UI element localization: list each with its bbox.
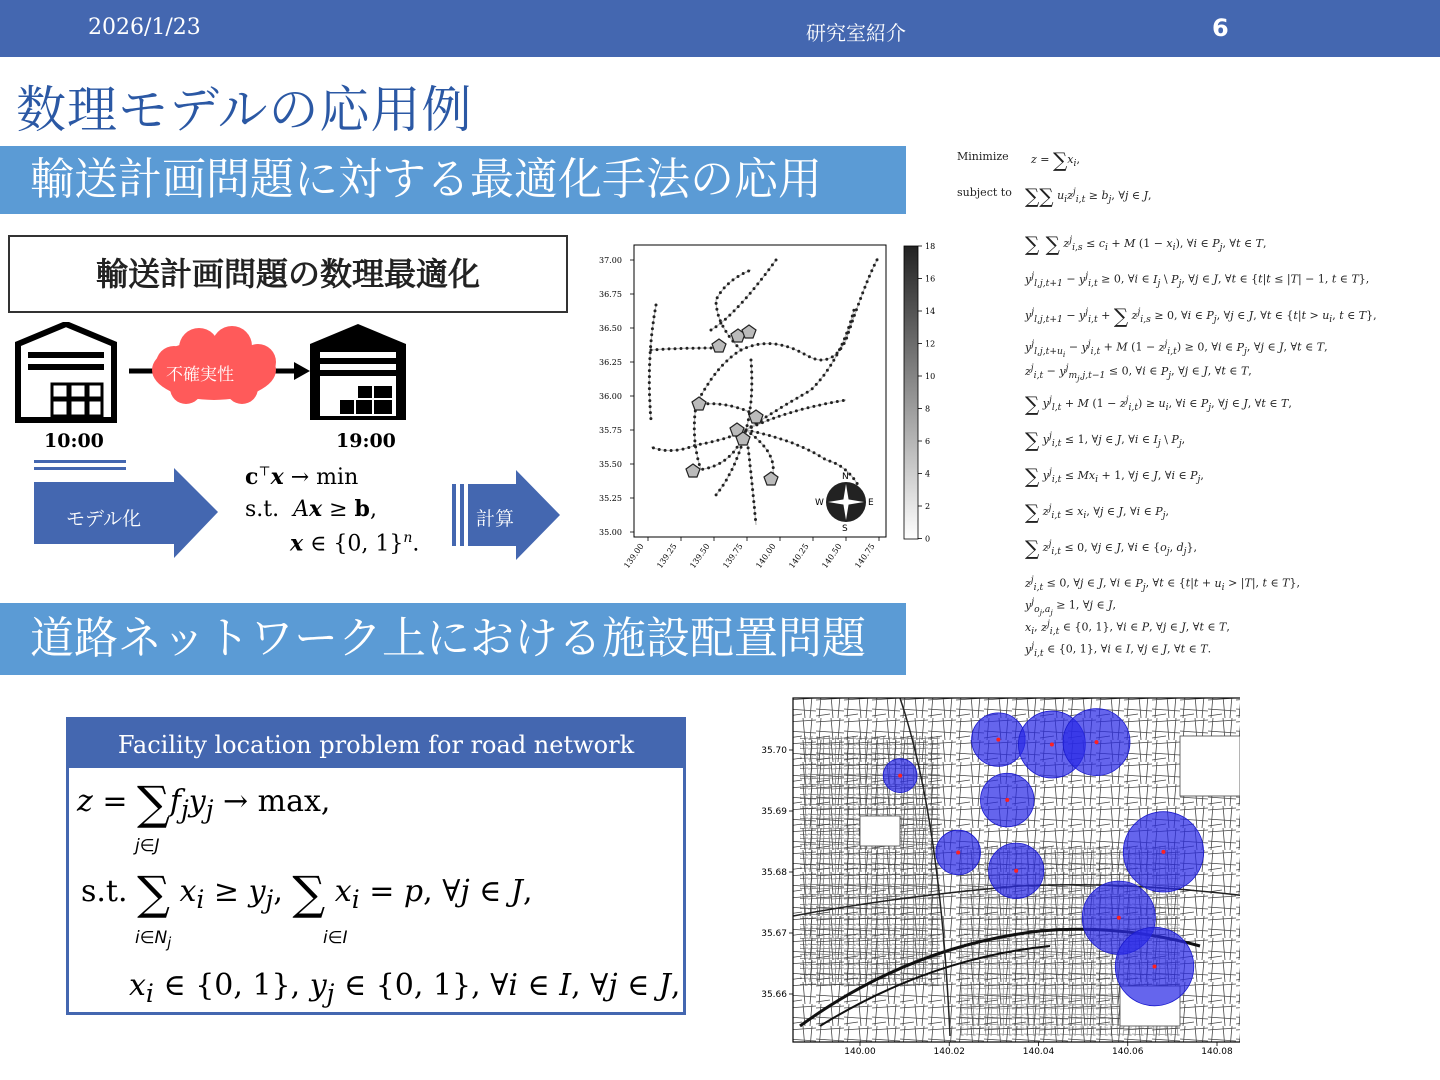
- compass-w: W: [815, 498, 824, 508]
- section-banner-transport: 輸送計画問題に対する最適化手法の応用: [0, 146, 906, 214]
- net-xtick-label: 139.00: [622, 541, 646, 571]
- colorbar-tick-label: 14: [925, 307, 936, 316]
- facility-point: [996, 738, 1000, 742]
- network-map: [596, 240, 946, 580]
- facility-constraint: s.t. ∑ $x_i \ge y_j$, ∑ $x_i = p$, ∀j ∈ J,: [81, 866, 533, 920]
- net-xtick-label: 139.75: [721, 541, 745, 571]
- colorbar-tick-label: 2: [925, 502, 931, 511]
- colorbar-tick-label: 10: [925, 372, 936, 381]
- cloud-label: 不確実性: [166, 365, 234, 385]
- header-bar: [0, 0, 1440, 57]
- net-xtick-label: 140.00: [754, 541, 778, 571]
- net-ytick-label: 36.75: [599, 290, 622, 299]
- net-xtick-label: 140.25: [787, 541, 811, 571]
- net-ytick-label: 35.00: [599, 528, 622, 537]
- compass-s: S: [842, 524, 848, 534]
- facility-point: [1050, 743, 1054, 747]
- transport-constraint: s.t. Ax ≥ b,: [245, 496, 377, 522]
- facility-domain: $x_i$ ∈ {0, 1}, $y_j$ ∈ {0, 1}, ∀i ∈ I, ∀j ∈ J,: [129, 968, 681, 1008]
- facility-point: [956, 850, 960, 854]
- compute-arrow-label: 計算: [476, 508, 515, 530]
- road-xtick-label: 140.06: [1112, 1047, 1144, 1057]
- net-xtick-label: 140.50: [820, 541, 844, 571]
- facility-objective: $z = \sum f_jy_j \to \max$,: [77, 776, 331, 830]
- net-ytick-label: 35.75: [599, 426, 622, 435]
- section-title: 研究室紹介: [806, 21, 906, 45]
- net-ytick-label: 36.25: [599, 358, 622, 367]
- slide-title: 数理モデルの応用例: [16, 81, 473, 139]
- facility-point: [1117, 916, 1121, 920]
- warehouse-diagram: [14, 322, 314, 432]
- colorbar-tick-label: 0: [925, 534, 931, 544]
- time-left: 10:00: [44, 430, 104, 452]
- transport-domain: x ∈ {0, 1}$^n$.: [290, 530, 420, 557]
- road-map: [760, 696, 1240, 1066]
- section-banner-facility: 道路ネットワーク上における施設配置問題: [0, 603, 906, 675]
- warehouse-left-icon: [18, 324, 114, 420]
- colorbar-tick-label: 6: [925, 437, 931, 446]
- net-ytick-label: 36.50: [599, 324, 622, 333]
- road-xtick-label: 140.08: [1201, 1047, 1233, 1057]
- model-arrow-label: モデル化: [66, 508, 142, 530]
- transport-objective: c⊤x → min: [245, 464, 359, 490]
- net-xtick-label: 140.75: [853, 541, 877, 571]
- facility-location-header: Facility location problem for road network: [69, 720, 683, 768]
- net-xtick-label: 139.25: [655, 541, 679, 571]
- warehouse-right-icon: [306, 322, 410, 422]
- road-xtick-label: 140.00: [844, 1047, 876, 1057]
- net-xtick-label: 139.50: [688, 541, 712, 571]
- net-ytick-label: 35.50: [599, 460, 622, 469]
- colorbar: [904, 246, 918, 539]
- colorbar-tick-label: 4: [925, 469, 931, 479]
- compass-icon: [826, 482, 866, 522]
- formulation-subject-to: subject to: [957, 186, 1012, 199]
- facility-point: [1095, 740, 1099, 744]
- road-ytick-label: 35.66: [761, 990, 787, 1000]
- slide-date: 2026/1/23: [88, 15, 201, 40]
- road-ytick-label: 35.70: [761, 746, 787, 756]
- facility-point: [1014, 869, 1018, 873]
- facility-point: [898, 774, 902, 778]
- net-ytick-label: 35.25: [599, 494, 622, 503]
- compass-e: E: [868, 498, 874, 508]
- colorbar-tick-label: 12: [925, 339, 936, 349]
- formulation-minimize: Minimize: [957, 150, 1009, 163]
- net-ytick-label: 37.00: [599, 256, 622, 265]
- net-ytick-label: 36.00: [599, 392, 622, 401]
- road-ytick-label: 35.69: [761, 807, 787, 817]
- facility-point: [1005, 798, 1009, 802]
- colorbar-tick-label: 16: [925, 274, 936, 284]
- road-ytick-label: 35.68: [761, 868, 787, 878]
- facility-point: [1161, 850, 1165, 854]
- road-xtick-label: 140.04: [1022, 1047, 1055, 1057]
- page-number: 6: [1212, 14, 1229, 42]
- facility-location-box: Facility location problem for road network $z = \sum f_jy_j \to \max$, j∈J s.t. ∑ $x_i \ge y_j$, ∑ $x_i = p$, ∀j ∈ J, $i\in N_j$ i∈I $x_i$ ∈ {0, 1}, $y_j$ ∈ {0, 1}, ∀i ∈ I, ∀j ∈ J,: [66, 717, 686, 1015]
- colorbar-tick-label: 8: [925, 404, 931, 414]
- time-right: 19:00: [336, 430, 396, 452]
- colorbar-tick-label: 18: [925, 242, 936, 251]
- facility-point: [1153, 965, 1157, 969]
- road-ytick-label: 35.67: [761, 929, 787, 939]
- transport-box-title: 輸送計画問題の数理最適化: [8, 235, 568, 313]
- road-xtick-label: 140.02: [933, 1047, 965, 1057]
- compass-n: N: [842, 472, 849, 482]
